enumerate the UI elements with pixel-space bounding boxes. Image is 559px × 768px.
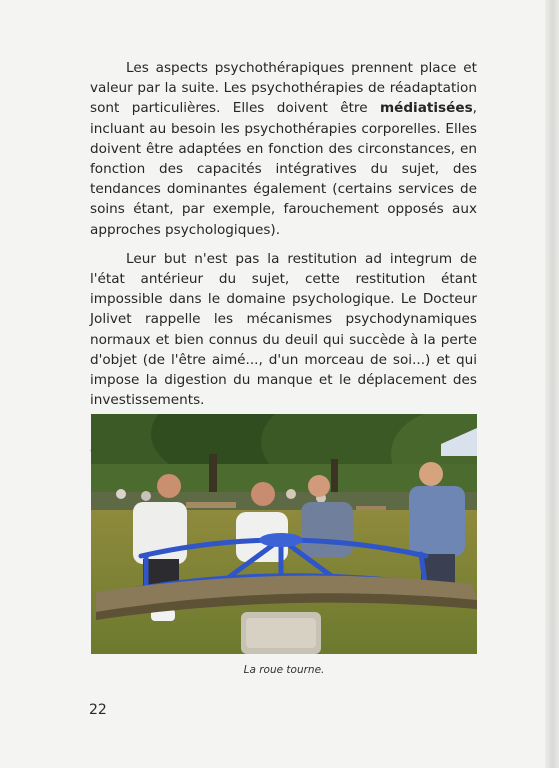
paragraph-1-start: Les aspects psychothérapiques prennent place et valeur par la suite. Les psychothérapies de réadaptation sont particulières. Elles doivent être — [90, 60, 477, 117]
emphasis-mediatisees: médiatisées — [379, 100, 473, 117]
photo-illustration — [91, 414, 477, 654]
photo-merry-go-round — [91, 414, 477, 654]
paragraph-1 — [90, 58, 477, 240]
page-spine — [545, 0, 559, 768]
photo-caption: La roue tourne. — [243, 664, 325, 676]
paragraph-1-end: , incluant au besoin les psychothérapies corporelles. Elles doivent être adaptées en fonction des circonstances, en fonction des capacités intégratives du sujet, des tendances dominantes également (certains services de soins étant, par exemple, farouchement opposés aux approches psychologiques). — [90, 100, 477, 238]
page-number: 22 — [89, 702, 107, 718]
paragraph-2: Leur but n'est pas la restitution ad integrum de l'état antérieur du sujet, cette restitution étant impossible dans le domaine psychologique. Le Docteur Jolivet rappelle les mécanismes psychodynamiques normaux et bien connus du deuil qui succède à la perte d'objet (de l'être aimé..., d'un morceau de soi...) et qui impose la digestion du manque et le déplacement des investissements. — [90, 250, 477, 409]
